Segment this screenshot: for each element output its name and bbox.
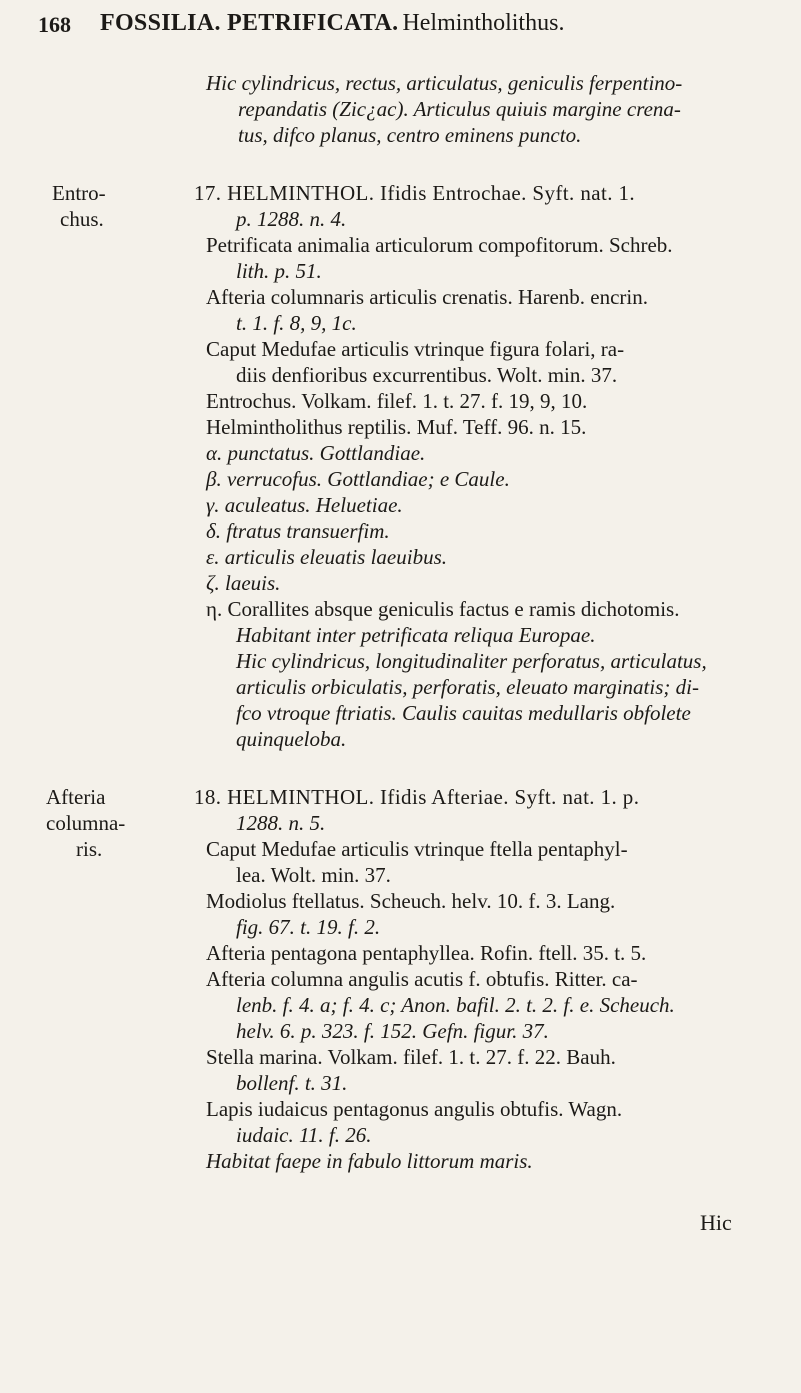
entry-line: bollenf. t. 31.: [236, 1071, 348, 1095]
page-number: 168: [38, 12, 71, 37]
entry-line: Petrificata animalia articulorum compofitorum. Schreb.: [206, 233, 673, 257]
description-line: fco vtroque ftriatis. Caulis cauitas medullaris obfolete: [236, 701, 691, 725]
variety-line: γ. aculeatus. Heluetiae.: [206, 493, 403, 517]
margin-note: chus.: [60, 207, 104, 231]
entry-line: Entrochus. Volkam. filef. 1. t. 27. f. 19, 9, 10.: [206, 389, 588, 413]
entry-line: Caput Medufae articulis vtrinque figura folari, ra-: [206, 337, 625, 361]
margin-note: Entro-: [52, 181, 106, 205]
variety-line: β. verrucofus. Gottlandiae; e Caule.: [206, 467, 510, 491]
variety-line: α. punctatus. Gottlandiae.: [206, 441, 426, 465]
entry-line: iudaic. 11. f. 26.: [236, 1123, 372, 1147]
entry-line: Modiolus ftellatus. Scheuch. helv. 10. f. 3. Lang.: [206, 889, 616, 913]
running-head-subject: Helmintholithus.: [402, 10, 565, 36]
entry-heading: 18. HELMINTHOL. Ifidis Afteriae. Syft. nat. 1. p.: [194, 785, 640, 809]
margin-note: Afteria: [46, 785, 106, 809]
entry-line: p. 1288. n. 4.: [236, 207, 347, 231]
habitat-line: Habitat faepe in fabulo littorum maris.: [206, 1149, 533, 1173]
entry-line: lith. p. 51.: [236, 259, 322, 283]
entry-line: lenb. f. 4. a; f. 4. c; Anon. bafil. 2. t. 2. f. e. Scheuch.: [236, 993, 675, 1017]
entry-line: Afteria columnaris articulis crenatis. Harenb. encrin.: [206, 285, 648, 309]
entry-line: fig. 67. t. 19. f. 2.: [236, 915, 381, 939]
entry-line: diis denfioribus excurrentibus. Wolt. min. 37.: [236, 363, 618, 387]
variety-line: ε. articulis eleuatis laeuibus.: [206, 545, 448, 569]
intro-line: repandatis (Zic¿ac). Articulus quiuis margine crena-: [238, 97, 681, 121]
entry-line: Helmintholithus reptilis. Muf. Teff. 96. n. 15.: [206, 415, 587, 439]
margin-note: columna-: [46, 811, 126, 835]
variety-line: η. Corallites absque geniculis factus e ramis dichotomis.: [206, 597, 680, 621]
habitat-line: Habitant inter petrificata reliqua Europae.: [236, 623, 596, 647]
entry-heading: 17. HELMINTHOL. Ifidis Entrochae. Syft. nat. 1.: [194, 181, 636, 205]
variety-line: ζ. laeuis.: [206, 571, 281, 595]
description-line: quinqueloba.: [236, 727, 347, 751]
running-head-title: FOSSILIA. PETRIFICATA.: [100, 10, 399, 36]
entry-line: Stella marina. Volkam. filef. 1. t. 27. f. 22. Bauh.: [206, 1045, 616, 1069]
entry-line: Afteria columna angulis acutis f. obtufis. Ritter. ca-: [206, 967, 638, 991]
margin-note: ris.: [76, 837, 103, 861]
entry-line: Lapis iudaicus pentagonus angulis obtufis. Wagn.: [206, 1097, 623, 1121]
intro-line: Hic cylindricus, rectus, articulatus, geniculis ferpentino-: [206, 71, 683, 95]
entry-line: Afteria pentagona pentaphyllea. Rofin. ftell. 35. t. 5.: [206, 941, 647, 965]
entry-line: helv. 6. p. 323. f. 152. Gefn. figur. 37.: [236, 1019, 549, 1043]
variety-line: δ. ftratus transuerfim.: [206, 519, 390, 543]
entry-line: Caput Medufae articulis vtrinque ftella pentaphyl-: [206, 837, 628, 861]
entry-line: lea. Wolt. min. 37.: [236, 863, 391, 887]
entry-line: t. 1. f. 8, 9, 1c.: [236, 311, 357, 335]
running-head: [100, 10, 564, 37]
catchword: Hic: [700, 1210, 732, 1235]
intro-line: tus, difco planus, centro eminens puncto.: [238, 123, 582, 147]
description-line: Hic cylindricus, longitudinaliter perforatus, articulatus,: [236, 649, 707, 673]
description-line: articulis orbiculatis, perforatis, eleuato marginatis; di-: [236, 675, 699, 699]
entry-line: 1288. n. 5.: [236, 811, 326, 835]
